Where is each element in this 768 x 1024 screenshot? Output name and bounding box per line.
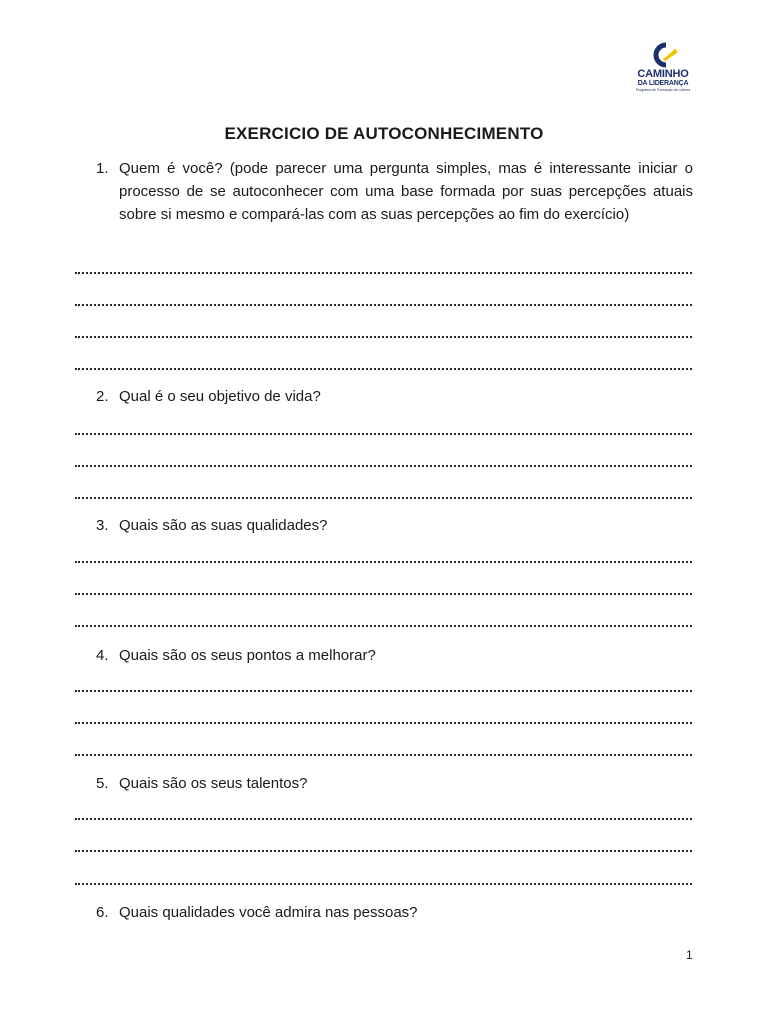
answer-line[interactable] — [75, 262, 692, 274]
logo-line1: CAMINHO — [637, 68, 689, 80]
logo-line3: Programa de Formação de Líderes — [635, 88, 691, 92]
answer-line[interactable] — [75, 744, 692, 756]
answer-line[interactable] — [75, 423, 692, 435]
question-text: Quais são as suas qualidades? — [119, 517, 328, 534]
question-text: Quais qualidades você admira nas pessoas? — [119, 904, 418, 921]
question-6 — [96, 901, 693, 924]
answer-line[interactable] — [75, 808, 692, 820]
question-number: 3. — [96, 517, 109, 534]
question-text: Quem é você? (pode parecer uma pergunta simples, mas é interessante iniciar o processo de se autoconhecer com uma base formada por suas percepções atuais sobre si mesmo e compará-las com as suas percepções ao fim do exercício) — [119, 160, 693, 223]
question-number: 1. — [96, 160, 109, 177]
page-number: 1 — [686, 948, 693, 962]
question-3 — [96, 514, 693, 537]
question-2 — [96, 385, 693, 408]
question-number: 4. — [96, 647, 109, 664]
question-number: 6. — [96, 904, 109, 921]
answer-line[interactable] — [75, 840, 692, 852]
answer-line[interactable] — [75, 873, 692, 885]
question-4 — [96, 644, 693, 667]
logo-mark-icon — [646, 42, 680, 68]
answer-line[interactable] — [75, 487, 692, 499]
answer-line[interactable] — [75, 680, 692, 692]
answer-line[interactable] — [75, 358, 692, 370]
answer-line[interactable] — [75, 294, 692, 306]
question-text: Quais são os seus talentos? — [119, 775, 308, 792]
page-title: EXERCICIO DE AUTOCONHECIMENTO — [224, 124, 544, 143]
answer-line[interactable] — [75, 455, 692, 467]
answer-line[interactable] — [75, 551, 692, 563]
logo — [628, 42, 698, 98]
question-5 — [96, 772, 693, 795]
question-text: Qual é o seu objetivo de vida? — [119, 388, 321, 405]
question-text: Quais são os seus pontos a melhorar? — [119, 647, 376, 664]
answer-line[interactable] — [75, 326, 692, 338]
logo-line2: DA LIDERANÇA — [637, 80, 689, 87]
answer-line[interactable] — [75, 712, 692, 724]
answer-line[interactable] — [75, 615, 692, 627]
question-number: 2. — [96, 388, 109, 405]
answer-line[interactable] — [75, 583, 692, 595]
question-1 — [96, 157, 693, 226]
question-number: 5. — [96, 775, 109, 792]
